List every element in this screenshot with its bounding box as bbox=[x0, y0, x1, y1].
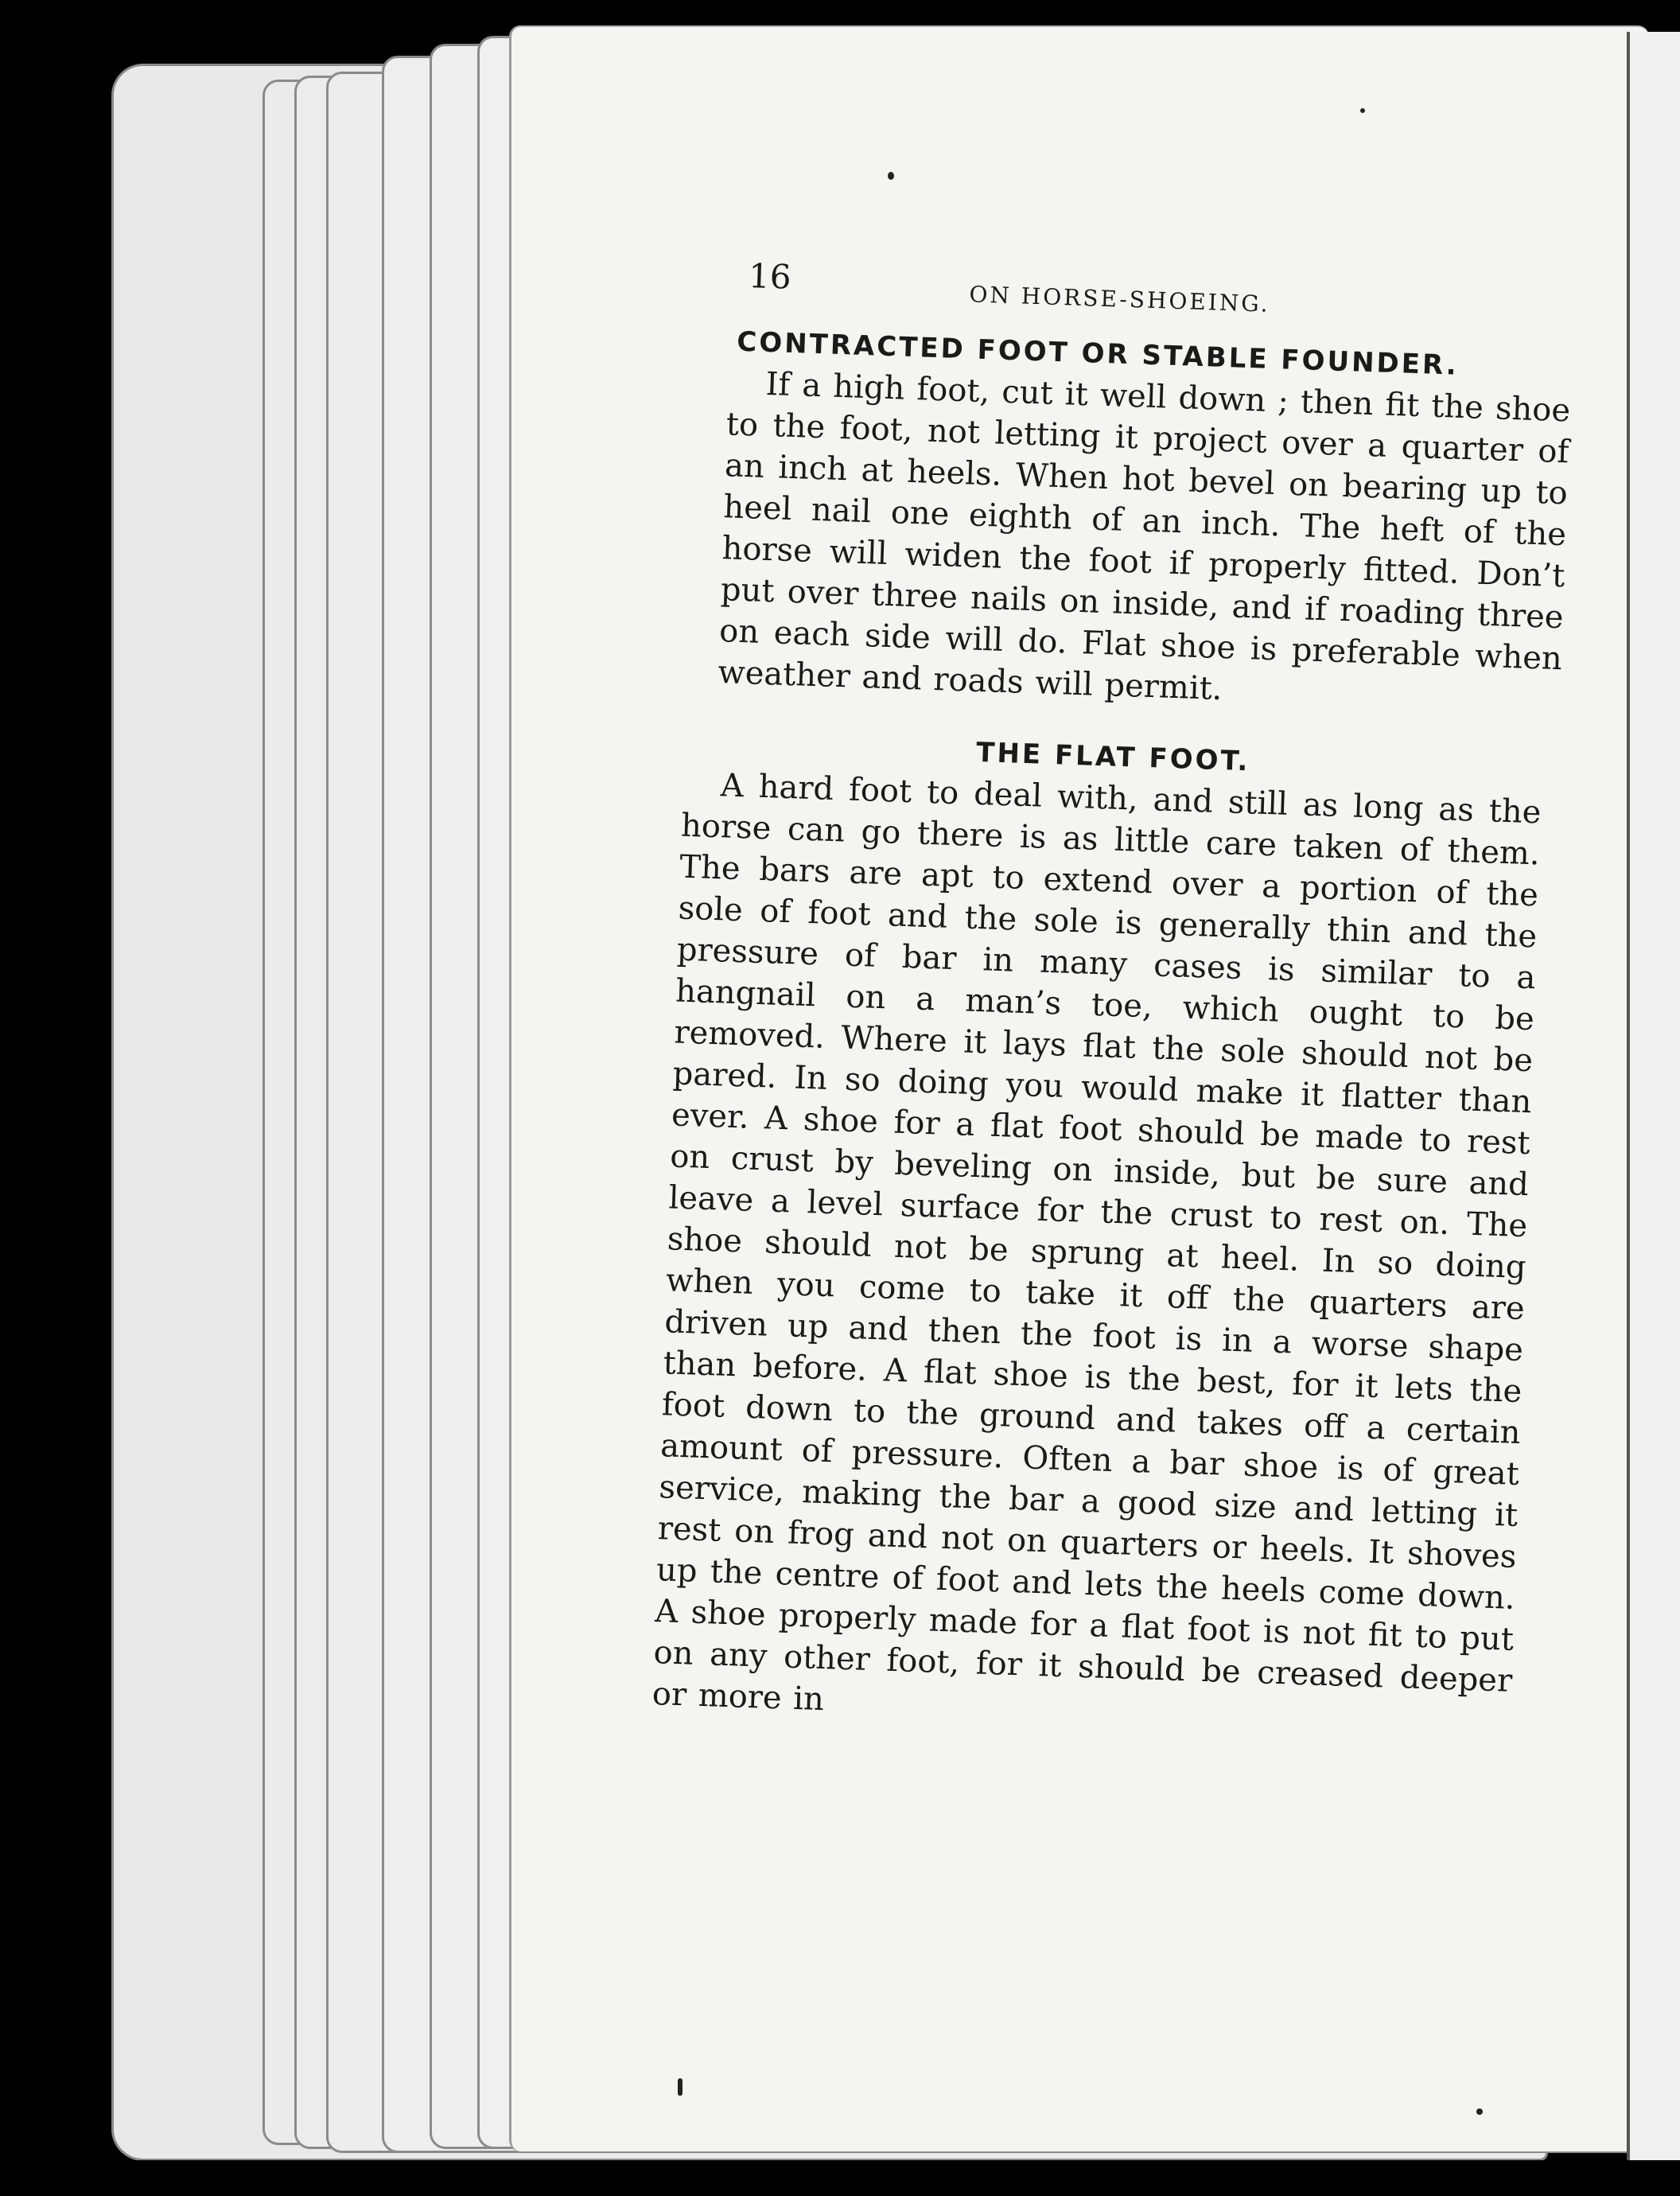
ink-speck bbox=[1476, 2108, 1483, 2115]
section-heading: CONTRACTED FOOT OR STABLE FOUNDER. bbox=[736, 325, 1460, 382]
ink-speck bbox=[1360, 108, 1365, 113]
scan-bottom-border bbox=[0, 2160, 1680, 2196]
section-heading: THE FLAT FOOT. bbox=[975, 736, 1251, 778]
running-head: ON HORSE-SHOEING. bbox=[968, 281, 1271, 317]
page-text bbox=[651, 255, 1646, 1746]
ink-speck bbox=[678, 2078, 682, 2096]
page-number: 16 bbox=[748, 256, 792, 297]
section-paragraph: If a high foot, cut it well down ; then fit the shoe to the foot, not letting it project over a quarter of an inch at heels. When hot bevel on bearing up to heel nail one eighth of an inch. The heft of the horse will widen the foot if properly fitted. Don’t put over three nails on inside, and if roading three on each side will do. Flat shoe is preferable when weather and roads will permit. bbox=[717, 365, 1571, 708]
ink-speck bbox=[888, 172, 894, 180]
section-paragraph: A hard foot to deal with, and still as long as the horse can go there is as little care taken of them. The bars are apt to extend over a portion of the sole of foot and the sole is generally thin and the pressure of bar in many cases is similar to a hangnail on a man’s toe, which ought to be removed. Where it lays flat the sole should not be pared. In so doing you would make it flatter than ever. A shoe for a flat foot should be made to rest on crust by beveling on inside, but be sure and leave a level surface for the crust to rest on. The shoe should not be sprung at heel. In so doing when you come to take it off the quarters are driven up and then the foot is in a worse shape than before. A flat shoe is the best, for it lets the foot down to the ground and takes off a certain amount of pressure. Often a bar shoe is of great service, making the bar a good size and letting it rest on frog and not on quarters or heels. It shoves up the centre of foot and lets the heels come down. A shoe properly made for a flat foot is not fit to put on any other foot, for it should be creased deeper or more in bbox=[651, 767, 1542, 1719]
